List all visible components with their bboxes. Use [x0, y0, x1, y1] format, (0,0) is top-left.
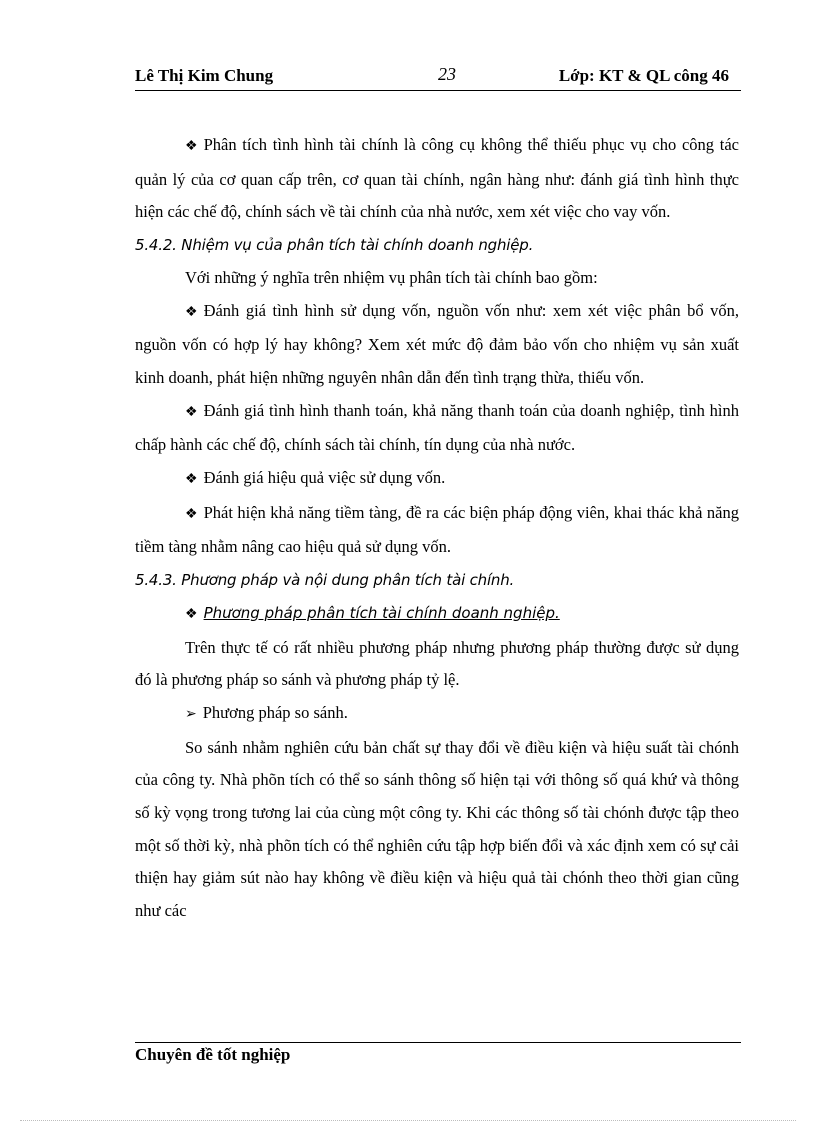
- diamond-bullet-icon: ❖: [185, 606, 198, 622]
- header-author: Lê Thị Kim Chung: [135, 66, 274, 85]
- header-class-info: Lớp: KT & QL công 46: [558, 66, 729, 85]
- paragraph-5-text: Đánh giá hiệu quả việc sử dụng vốn.: [203, 468, 446, 488]
- paragraph-10: So sánh nhằm nghiên cứu bản chất sự thay đổi về điều kiện và hiệu suất tài chónh của công ty. Nhà phõn tích có thể so sánh thông số hiện tại với thông số quá khứ và thông số kỳ vọng trong tương lai của cùng một công ty. Khi các thông số tài chónh được tập theo một số thời kỳ, nhà phõn tích có thể nghiên cứu tập hợp biến đổi và xác định xem có sự cải thiện hay giảm sút nào hay không về điều kiện và hiệu quả tài chónh theo thời gian cũng như các: [135, 737, 739, 921]
- diamond-bullet-icon: ❖: [185, 139, 198, 154]
- diamond-bullet-icon: ❖: [185, 506, 198, 522]
- paragraph-4-text: Đánh giá tình hình thanh toán, khả năng thanh toán của doanh nghiệp, tình hình chấp hành các chế độ, chính sách tài chính, tín dụng của nhà nước.: [135, 400, 739, 455]
- paragraph-8: Trên thực tế có rất nhiều phương pháp nhưng phương pháp thường được sử dụng đó là phương pháp so sánh và phương pháp tỷ lệ.: [135, 637, 739, 690]
- paragraph-9: [135, 697, 739, 732]
- paragraph-4: [135, 395, 739, 462]
- paragraph-6: [135, 497, 739, 564]
- footer-divider: [135, 1042, 741, 1043]
- arrow-bullet-icon: ➢: [185, 706, 197, 722]
- paragraph-1: [135, 129, 739, 229]
- paragraph-3-text: Đánh giá tình hình sử dụng vốn, nguồn vốn như: xem xét việc phân bổ vốn, nguồn vốn có hợp lý hay không? Xem xét mức độ đảm bảo vốn cho nhiệm vụ sản xuất kinh doanh, phát hiện những nguyên nhân dẫn đến tình trạng thừa, thiếu vốn.: [135, 300, 739, 387]
- paragraph-6-text: Phát hiện khả năng tiềm tàng, đề ra các biện pháp động viên, khai thác khả năng tiềm tàng nhằm nâng cao hiệu quả sử dụng vốn.: [135, 502, 739, 557]
- diamond-bullet-icon: ❖: [185, 304, 198, 320]
- page-header: [135, 64, 741, 91]
- paragraph-3: [135, 295, 739, 395]
- section-heading-5-4-2: 5.4.2. Nhiệm vụ của phân tích tài chính doanh nghiệp.: [135, 236, 534, 255]
- document-body: [135, 129, 739, 928]
- header-page-number: 23: [438, 64, 456, 84]
- footer-title: Chuyên đề tốt nghiệp: [135, 1045, 291, 1064]
- paragraph-2: Với những ý nghĩa trên nhiệm vụ phân tích tài chính bao gồm:: [185, 267, 598, 287]
- diamond-bullet-icon: ❖: [185, 404, 198, 420]
- diamond-bullet-icon: ❖: [185, 472, 198, 488]
- section-heading-5-4-3: 5.4.3. Phương pháp và nội dung phân tích tài chính.: [135, 571, 515, 590]
- subheading-method: Phương pháp phân tích tài chính doanh nghiệp.: [203, 603, 560, 622]
- paragraph-1-text: Phân tích tình hình tài chính là công cụ không thể thiếu phục vụ cho công tác quản lý của cơ quan cấp trên, cơ quan tài chính, ngân hàng như: đánh giá tình hình thực hiện các chế độ, chính sách về tài chính của nhà nước, xem xét việc cho vay vốn.: [135, 135, 739, 222]
- paragraph-5: [135, 462, 739, 497]
- paragraph-9-text: Phương pháp so sánh.: [202, 702, 348, 722]
- paragraph-7: [135, 597, 739, 632]
- page-edge: [20, 1120, 796, 1121]
